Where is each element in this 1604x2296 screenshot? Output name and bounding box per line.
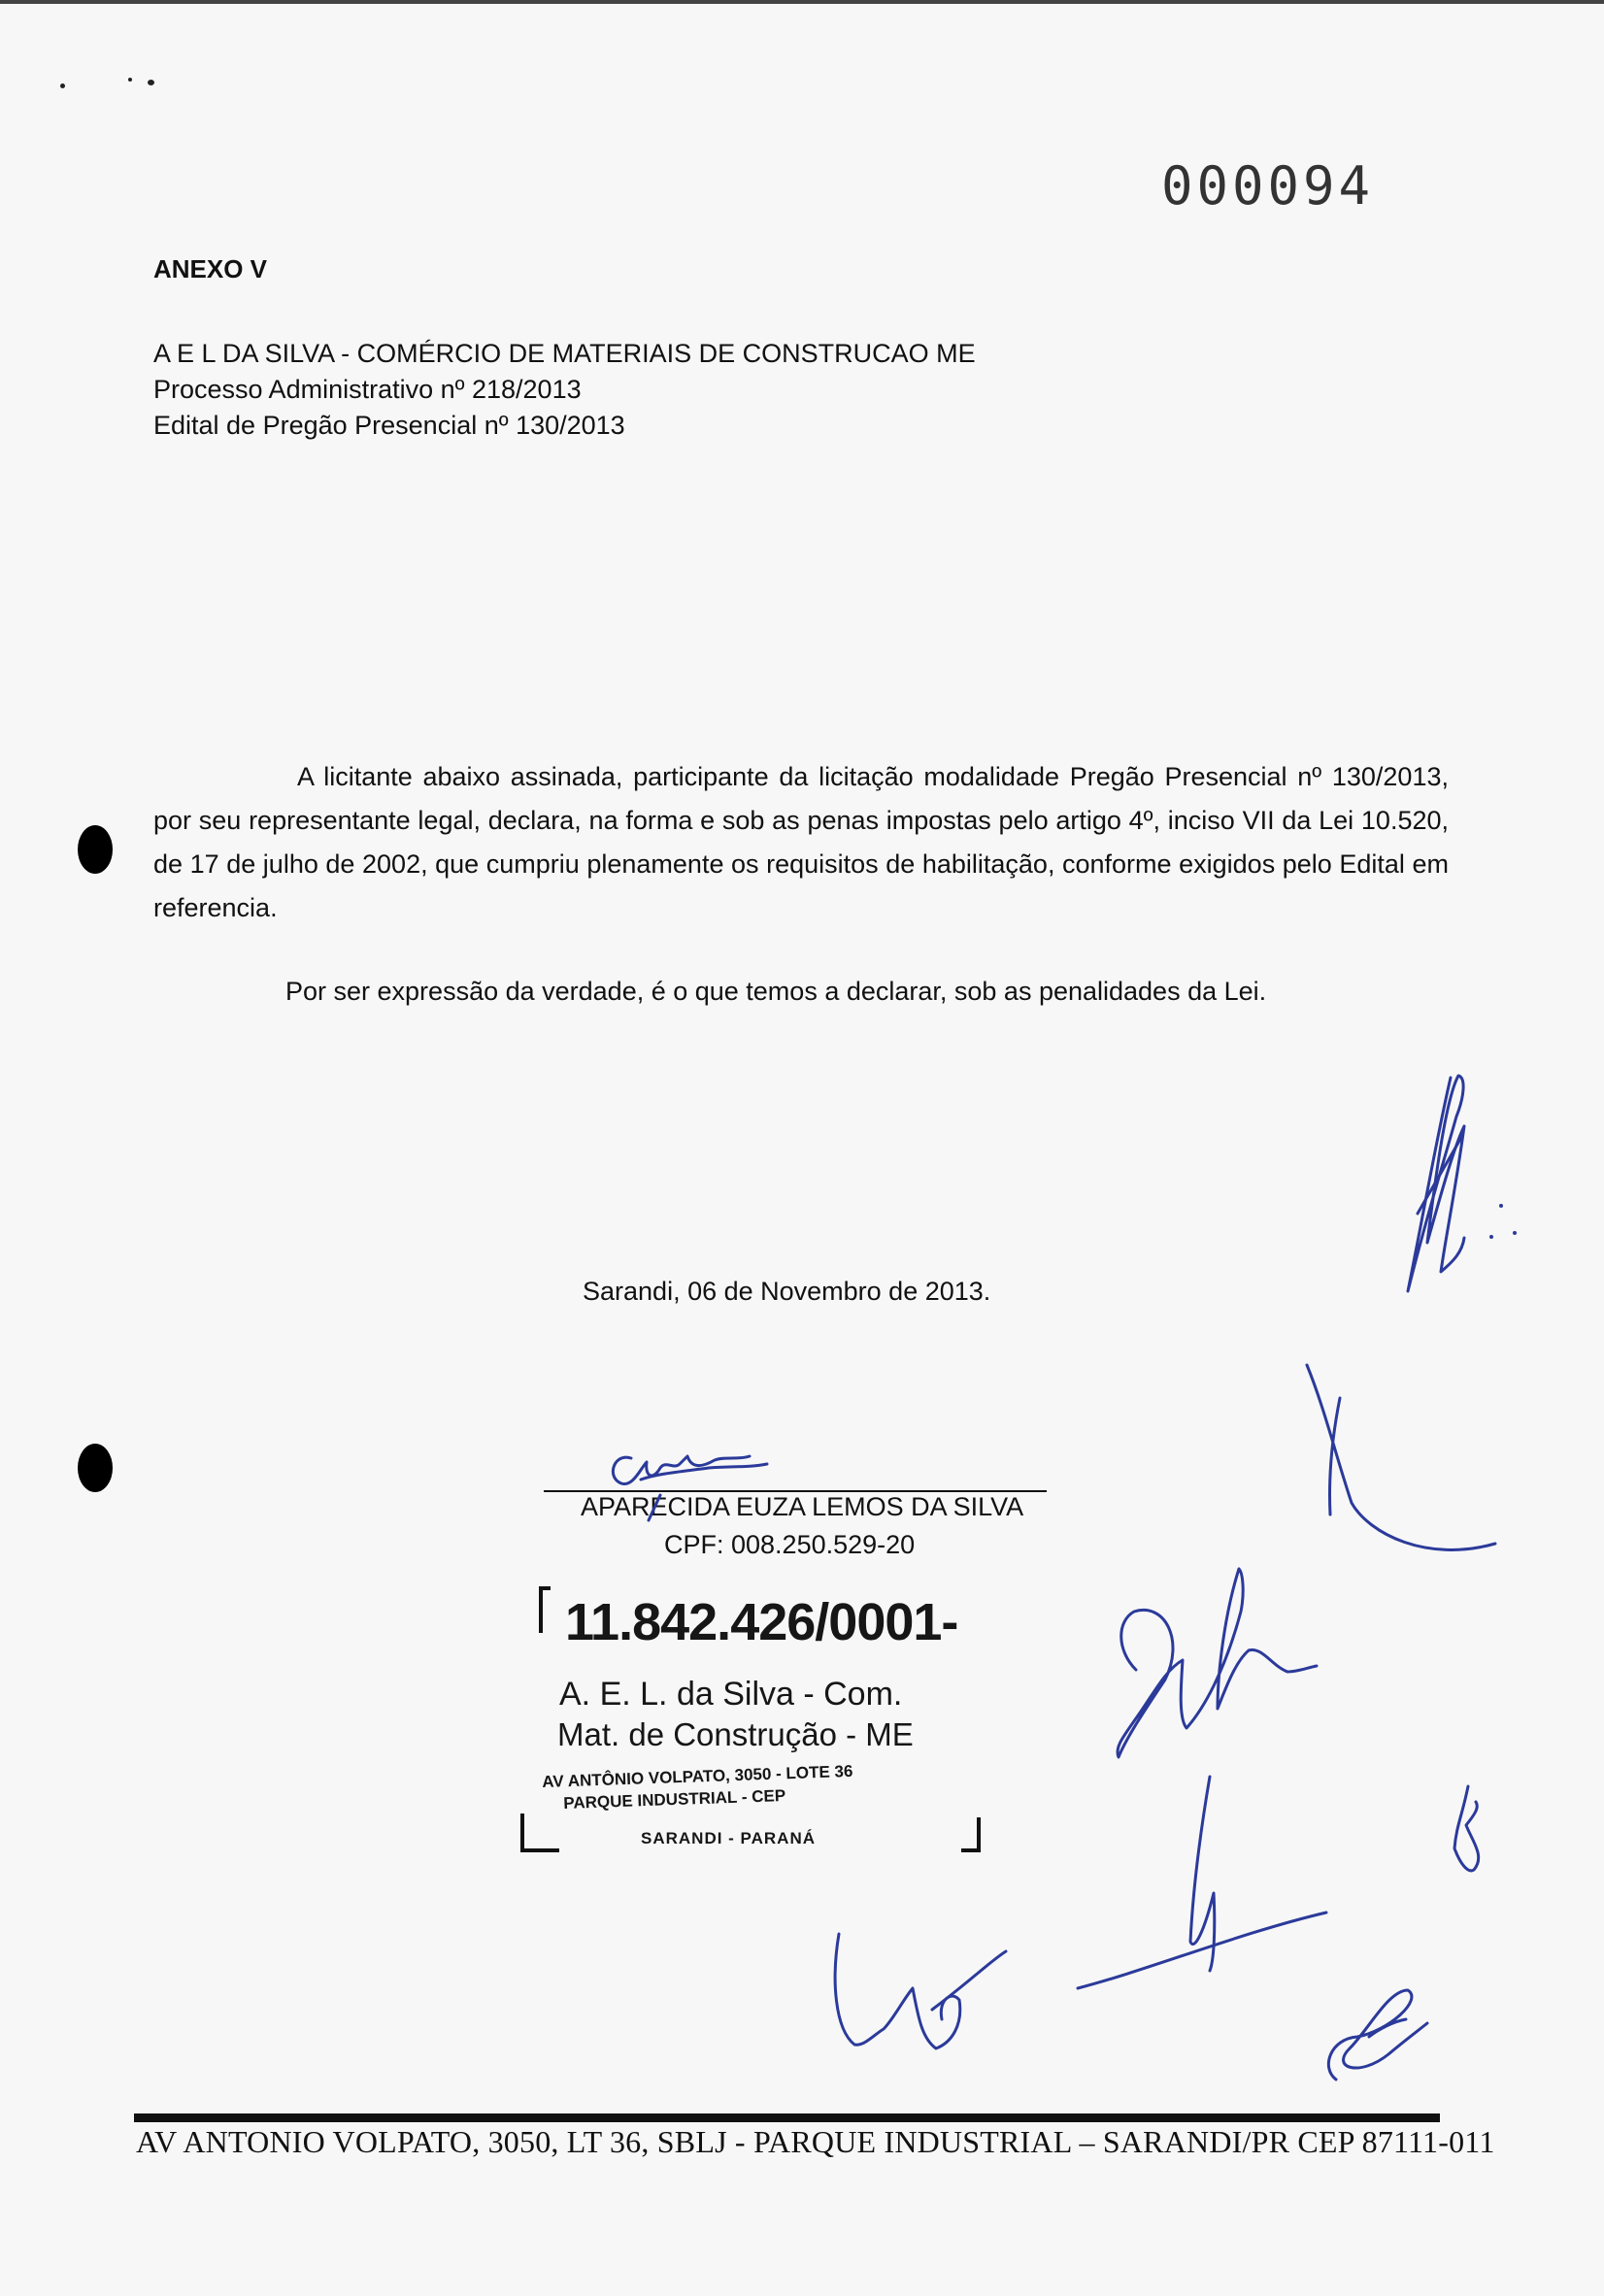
margin-initial-7 (1328, 1990, 1427, 2080)
margin-initial-2 (1307, 1365, 1495, 1549)
signer-signature (613, 1456, 767, 1520)
margin-initial-5 (1454, 1786, 1479, 1871)
edital-number: Edital de Pregão Presencial nº 130/2013 (153, 411, 625, 440)
stamp-address-line1: AV ANTÔNIO VOLPATO, 3050 - LOTE 36 (542, 1761, 853, 1791)
closing-sentence: Por ser expressão da verdade, é o que temos a declarar, sob as penalidades da Lei. (285, 977, 1267, 1006)
signer-name: APARECIDA EUZA LEMOS DA SILVA (581, 1492, 1024, 1521)
margin-initial-3 (1118, 1569, 1317, 1757)
signer-cpf: CPF: 008.250.529-20 (664, 1530, 916, 1559)
stamp-address-line2: PARQUE INDUSTRIAL - CEP (563, 1786, 786, 1813)
place-date: Sarandi, 06 de Novembro de 2013. (583, 1277, 991, 1306)
stamp-city: SARANDI - PARANÁ (641, 1829, 817, 1847)
company-name: A E L DA SILVA - COMÉRCIO DE MATERIAIS DE CONSTRUCAO ME (153, 339, 976, 368)
stamp-cnpj: 11.842.426/0001- (565, 1593, 958, 1651)
margin-initial-6 (835, 1934, 1006, 2048)
annex-title: ANEXO V (153, 254, 268, 283)
stamp-company-line2: Mat. de Construção - ME (557, 1716, 914, 1752)
page-number: 000094 (1161, 155, 1375, 216)
margin-initial-4 (1078, 1777, 1326, 1988)
footer-address: AV ANTONIO VOLPATO, 3050, LT 36, SBLJ - PARQUE INDUSTRIAL – SARANDI/PR CEP 87111-011 (136, 2124, 1495, 2159)
ink-dots (1489, 1204, 1517, 1239)
process-number: Processo Administrativo nº 218/2013 (153, 375, 582, 404)
declaration-paragraph: A licitante abaixo assinada, participante da licitação modalidade Pregão Presencial nº 130/2013, por seu representante legal, declara, na forma e sob as penas impostas pelo artigo 4º, inciso VII da Lei 10.520, de 17 de julho de 2002, que cumpriu plenamente os requisitos de habilitação, conforme exigidos pelo Edital em referencia. (153, 762, 1449, 922)
stamp-company-line1: A. E. L. da Silva - Com. (559, 1676, 903, 1713)
footer-rule (134, 2113, 1440, 2122)
